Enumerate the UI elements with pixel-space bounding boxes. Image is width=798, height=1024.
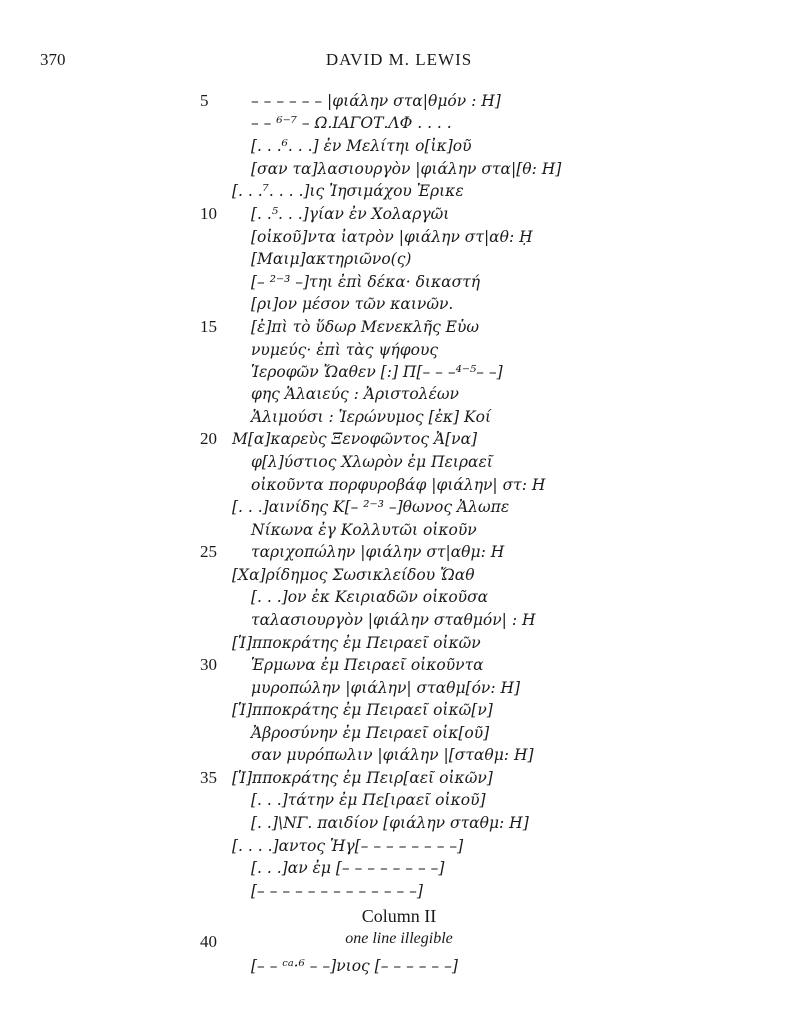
inscription-line: Ἱεροφῶν Ὤαθεν [:] Π[– – –⁴⁻⁵– –] bbox=[251, 363, 503, 381]
inscription-line: Ἀβροσύνην ἐμ Πειραεῖ οἰκ[οῦ] bbox=[251, 724, 490, 742]
inscription-line: φης Ἁλαιεύς : Ἀριστολέων bbox=[251, 385, 459, 403]
column-note: one line illegible bbox=[345, 930, 453, 947]
line-number: 25 bbox=[200, 542, 217, 561]
inscription-line: [σαν τα]λασιουργὸν |φιάλην στα|[θ: Η] bbox=[251, 160, 562, 178]
inscription-line: [. . .]αινίδης Κ[– ²⁻³ –]θωνος Ἀλωπε bbox=[232, 498, 510, 516]
inscription-line: νυμεύς· ἐπὶ τὰς ψήφους bbox=[251, 341, 439, 359]
inscription-line: [. . .]αν ἐμ [– – – – – – – –] bbox=[251, 859, 445, 877]
line-number: 5 bbox=[200, 91, 209, 110]
inscription-line: [. . .⁶. . .] ἐν Μελίτηι ο[ἰκ]οῦ bbox=[251, 137, 472, 155]
inscription-line: οἰκοῦντα πορφυροβάφ |φιάλην| στ: Η bbox=[251, 476, 546, 494]
inscription-line: [οἰκοῦ]ντα ἰατρὸν |φιάλην στ|αθ: Ḥ bbox=[251, 228, 533, 246]
inscription-line: [ἐ]πὶ τὸ ὕδωρ Μενεκλῆς Εὐω bbox=[251, 318, 480, 336]
inscription-line: Μ[α]καρεὺς Ξενοφῶντος Ἀ[να] bbox=[232, 430, 478, 448]
inscription-line: [ρι]ον μέσον τῶν καινῶν. bbox=[251, 295, 454, 313]
page-number: 370 bbox=[40, 50, 66, 69]
line-number: 20 bbox=[200, 429, 217, 448]
inscription-line: [Μαιμ]ακτηριῶνο(ς) bbox=[251, 250, 412, 268]
inscription-line: [– – – – – – – – – – – – –] bbox=[251, 882, 423, 900]
inscription-line: μυροπώλην |φιάλην| σταθμ[όν: Η] bbox=[251, 679, 521, 697]
inscription-line: [. .⁵. . .]γίαν ἐν Χολαργῶι bbox=[251, 205, 450, 223]
inscription-line: φ[λ]ύστιος Χλωρὸν ἐμ Πειραεῖ bbox=[251, 453, 493, 471]
inscription-line: Ἁλιμούσι : Ἱερώνυμος [ἐκ] Κοί bbox=[251, 408, 492, 426]
inscription-line: [Ἱ]πποκράτης ἐμ Πειραεῖ οἰκῶν bbox=[232, 634, 481, 652]
inscription-line: Ἑρμωνα ἐμ Πειραεῖ οἰκοῦντα bbox=[251, 656, 484, 674]
inscription-line: [Ἱ]πποκράτης ἐμ Πειρ[αεῖ οἰκῶν] bbox=[232, 769, 493, 787]
inscription-line: [. .]\ΝΓ. παιδίον [φιάλην σταθμ: Η] bbox=[251, 814, 529, 832]
inscription-line: [Ἱ]πποκράτης ἐμ Πειραεῖ οἰκῶ[ν] bbox=[232, 701, 493, 719]
inscription-line: [Χα]ρίδημος Σωσικλείδου Ὤαθ bbox=[232, 566, 475, 584]
inscription-line: – – – – – – |φιάλην στα|θμόν : Η] bbox=[251, 92, 501, 110]
running-head: DAVID M. LEWIS bbox=[325, 50, 473, 69]
line-number: 10 bbox=[200, 204, 217, 223]
inscription-line: ταριχοπώλην |φιάλην στ|αθμ: Η bbox=[251, 543, 505, 561]
inscription-line: [. . . .]αντος Ἡγ[– – – – – – – –] bbox=[232, 837, 464, 855]
inscription-line: – – ⁶⁻⁷ – Ω.ΙΑΓΟΤ.ΛΦ . . . . bbox=[251, 114, 452, 132]
line-number: 15 bbox=[200, 317, 217, 336]
inscription-line: [. . .⁷. . . .]ις Ἰησιμάχου Ἐρικε bbox=[232, 182, 464, 200]
inscription-line: [. . .]ον ἐκ Κειριαδῶν οἰκοῦσα bbox=[251, 588, 489, 606]
inscription-line: [– – ᶜᵃ·⁶ – –]νιος [– – – – – –] bbox=[251, 957, 458, 975]
inscription-line: [. . .]τάτην ἐμ Πε[ιραεῖ οἰκοῦ] bbox=[251, 791, 486, 809]
line-number: 35 bbox=[200, 768, 217, 787]
inscription-line: Νίκωνα ἐγ Κολλυτῶι οἰκοῦν bbox=[251, 521, 477, 539]
inscription-line: [– ²⁻³ –]τηι ἐπὶ δέκα· δικαστή bbox=[251, 273, 481, 291]
inscription-line: ταλασιουργὸν |φιάλην σταθμόν| : Η bbox=[251, 611, 536, 629]
inscription-line: σαν μυρόπωλιν |φιάλην |[σταθμ: Η] bbox=[251, 746, 534, 764]
line-number: 30 bbox=[200, 655, 217, 674]
line-number: 40 bbox=[200, 932, 217, 951]
column-heading: Column II bbox=[361, 906, 437, 926]
